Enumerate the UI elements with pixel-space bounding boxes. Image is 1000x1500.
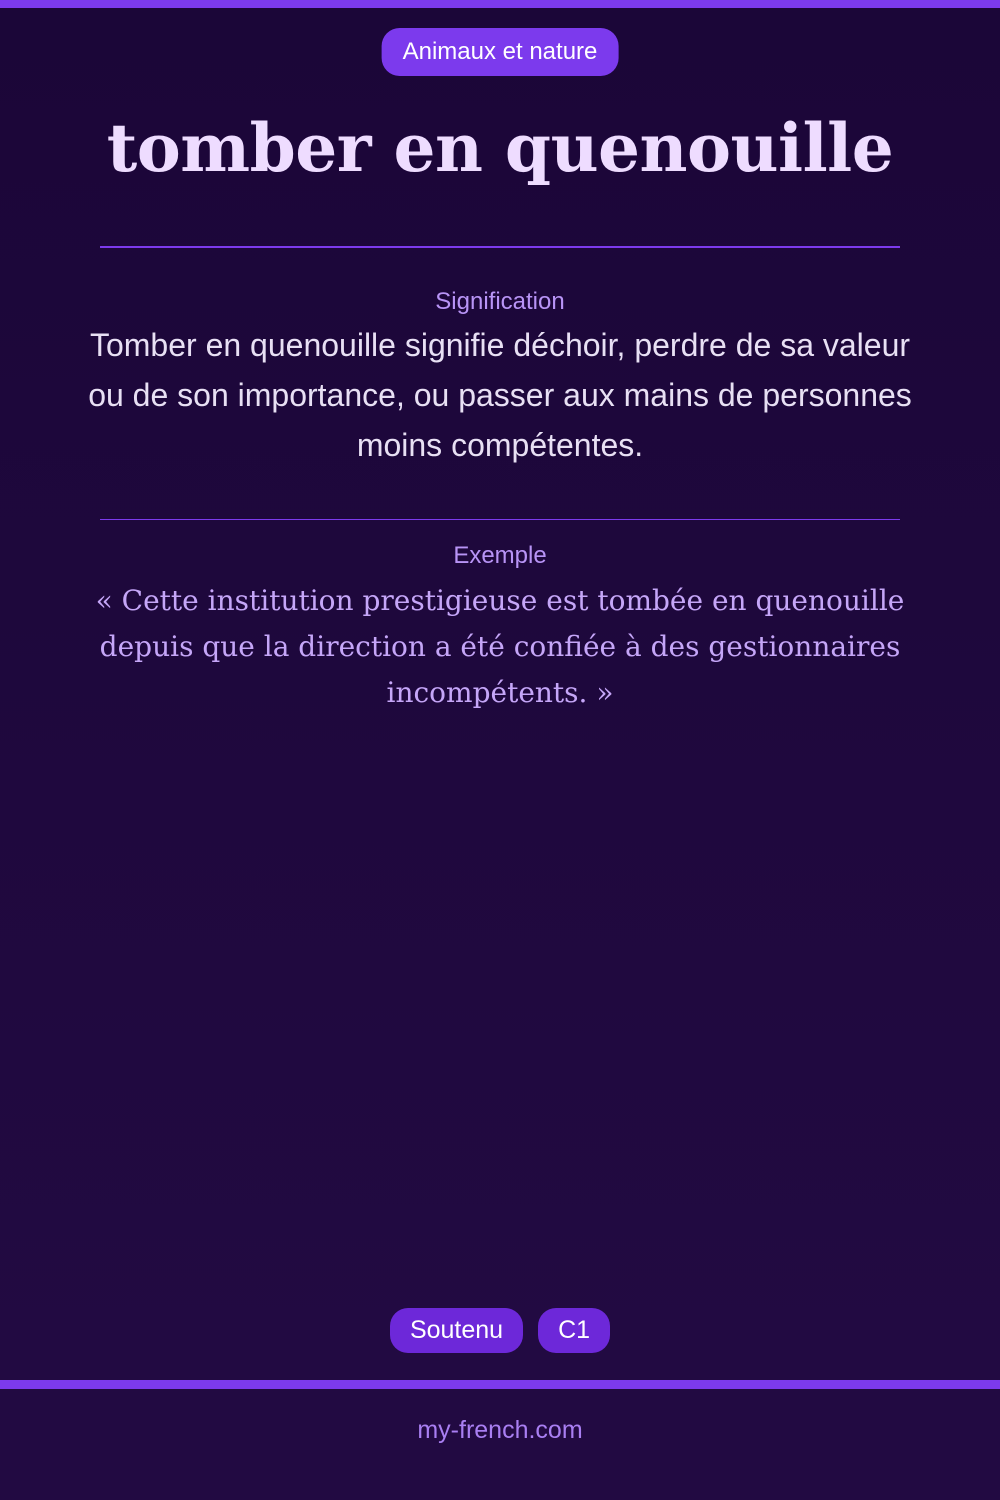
- divider: [100, 246, 900, 248]
- register-tag: Soutenu: [390, 1308, 523, 1353]
- level-tag: C1: [538, 1308, 610, 1353]
- footer: [0, 1389, 1000, 1500]
- expression-title: tomber en quenouille: [106, 109, 894, 187]
- category-badge: Animaux et nature: [382, 28, 619, 76]
- footer-accent-bar: [0, 1380, 1000, 1389]
- tag-list: [0, 1308, 1000, 1353]
- site-name: my-french.com: [417, 1416, 583, 1444]
- divider: [100, 519, 900, 520]
- meaning-text: Tomber en quenouille signifie déchoir, perdre de sa valeur ou de son importance, ou passer aux mains de personnes moins compétentes.: [88, 327, 912, 463]
- example-label: Exemple: [453, 542, 547, 569]
- example-text: « Cette institution prestigieuse est tombée en quenouille depuis que la direction a été confiée à des gestionnaires incompétents. »: [95, 584, 905, 709]
- meaning-label: Signification: [435, 288, 565, 315]
